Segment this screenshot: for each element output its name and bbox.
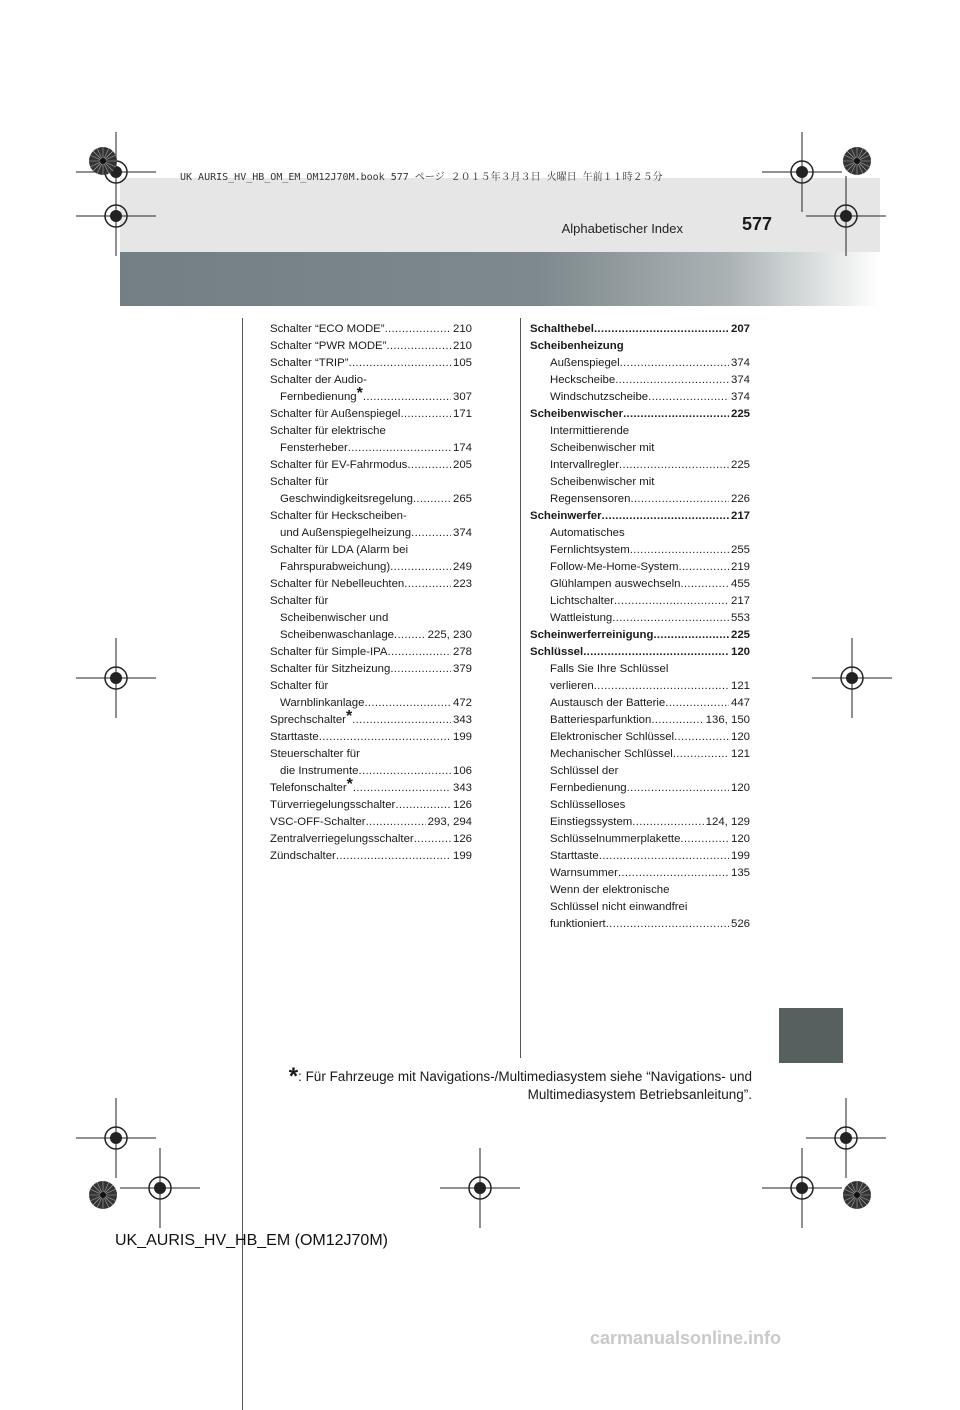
index-entry[interactable] — [270, 372, 472, 406]
dot-leader — [594, 678, 729, 695]
page-reference[interactable]: 217 — [730, 510, 750, 522]
index-term: Batteriesparfunktion — [550, 714, 652, 726]
document-code: UK_AURIS_HV_HB_EM (OM12J70M) — [115, 1232, 388, 1249]
index-term: Wenn der elektronische — [550, 884, 670, 896]
index-entry[interactable] — [530, 882, 750, 933]
index-term: Schlüssel — [530, 646, 584, 658]
index-term: Schalter der Audio- — [270, 374, 367, 386]
dot-leader — [606, 916, 729, 933]
dot-leader — [359, 763, 451, 780]
dot-leader — [651, 712, 703, 729]
index-term: Warnsummer — [550, 867, 618, 879]
index-term: Wattleistung — [550, 612, 613, 624]
page-reference[interactable]: 374 — [452, 527, 472, 539]
page-reference[interactable]: 105 — [452, 357, 472, 369]
index-entry[interactable] — [530, 695, 750, 712]
page-reference[interactable]: 205 — [452, 459, 472, 471]
index-term: Schalter für elektrische — [270, 425, 386, 437]
index-term: Schalter “ECO MODE” — [270, 323, 385, 335]
dot-leader — [653, 627, 729, 644]
index-term: Außenspiegel — [550, 357, 620, 369]
page-reference[interactable]: 225 — [730, 629, 750, 641]
index-entry[interactable] — [530, 474, 750, 508]
chapter-color-bar — [120, 252, 880, 306]
index-term: Zündschalter — [270, 850, 336, 862]
page-reference[interactable]: 126 — [452, 799, 472, 811]
column-divider — [520, 318, 521, 1058]
index-term: Regensensoren — [550, 493, 631, 505]
index-entry[interactable] — [530, 593, 750, 610]
index-entry[interactable] — [270, 576, 472, 593]
page-reference[interactable]: 199 — [730, 850, 750, 862]
index-term: Scheibenwischer und — [280, 612, 389, 624]
index-entry[interactable] — [530, 729, 750, 746]
index-entry[interactable] — [270, 814, 472, 831]
index-entry[interactable] — [270, 593, 472, 644]
dot-leader — [665, 695, 729, 712]
index-entry[interactable] — [530, 321, 750, 338]
page-reference[interactable]: 120 — [730, 646, 750, 658]
index-entry[interactable] — [530, 389, 750, 406]
page-reference[interactable]: 447 — [730, 697, 750, 709]
index-term: Scheibenwischer mit — [550, 476, 655, 488]
index-term: verlieren — [550, 680, 594, 692]
dot-leader — [619, 457, 729, 474]
calibration-wheel-icon — [88, 1180, 118, 1210]
book-stamp: UK AURIS_HV_HB_OM_EM_OM12J70M.book 577 ページ ２０１５年３月３日 火曜日 午前１１時２５分 — [180, 172, 663, 183]
dot-leader — [648, 389, 729, 406]
dot-leader — [594, 321, 729, 338]
dot-leader — [390, 559, 451, 576]
dot-leader — [414, 831, 451, 848]
page-number: 577 — [742, 214, 773, 234]
page-reference[interactable]: 223 — [452, 578, 472, 590]
index-entry[interactable] — [530, 797, 750, 831]
dot-leader — [366, 814, 426, 831]
dot-leader — [388, 644, 451, 661]
dot-leader — [618, 865, 729, 882]
page-reference[interactable]: 225, 230 — [427, 629, 472, 641]
index-entry[interactable] — [270, 776, 472, 797]
page-reference[interactable]: 217 — [730, 595, 750, 607]
dot-leader — [386, 338, 451, 355]
index-entry[interactable] — [530, 508, 750, 525]
page-reference[interactable]: 126 — [452, 833, 472, 845]
index-entry[interactable] — [530, 865, 750, 882]
index-entry[interactable] — [530, 644, 750, 661]
dot-leader — [615, 372, 729, 389]
index-term: Starttaste — [550, 850, 599, 862]
page-reference[interactable]: 124, 129 — [705, 816, 750, 828]
index-entry[interactable] — [530, 338, 750, 355]
index-term: Mechanischer Schlüssel — [550, 748, 673, 760]
index-term: Schalthebel — [530, 323, 594, 335]
index-term: Warnblinkanlage — [280, 697, 365, 709]
index-term: Fensterheber — [280, 442, 348, 454]
index-term: Schalter “PWR MODE” — [270, 340, 387, 352]
footnote-marker: * — [288, 1063, 299, 1090]
index-term: Scheibenwischer mit — [550, 442, 655, 454]
index-term: Schlüsselnummerplakette — [550, 833, 681, 845]
index-term: Heckscheibe — [550, 374, 616, 386]
index-term: Schalter für Sitzheizung — [270, 663, 391, 675]
dot-leader — [602, 508, 729, 525]
index-entry[interactable] — [270, 729, 472, 746]
page-reference[interactable]: 121 — [730, 680, 750, 692]
page-reference[interactable]: 121 — [730, 748, 750, 760]
page-reference[interactable]: 374 — [730, 357, 750, 369]
index-term: Türverriegelungsschalter — [270, 799, 396, 811]
index-entry[interactable] — [530, 763, 750, 797]
dot-leader — [623, 406, 729, 423]
index-entry[interactable] — [270, 746, 472, 780]
dot-leader — [612, 610, 729, 627]
dot-leader — [390, 661, 451, 678]
index-term: Falls Sie Ihre Schlüssel — [550, 663, 669, 675]
index-entry[interactable] — [270, 338, 472, 355]
page-reference[interactable]: 106 — [452, 765, 472, 777]
footnote-line-2: Multimediasystem Betriebsanleitung”. — [527, 1087, 752, 1102]
page-reference[interactable]: 374 — [730, 374, 750, 386]
index-term: Lichtschalter — [550, 595, 614, 607]
index-entry[interactable] — [270, 423, 472, 457]
page-reference[interactable]: 199 — [452, 731, 472, 743]
index-term: Fahrspurabweichung) — [280, 561, 391, 573]
dot-leader — [348, 355, 451, 372]
index-entry[interactable] — [530, 712, 750, 729]
dot-leader — [404, 576, 451, 593]
index-entry[interactable] — [530, 355, 750, 372]
index-term: Sprechschalter* — [270, 708, 353, 726]
index-column-left — [270, 321, 472, 865]
index-term: Schlüsselloses — [550, 799, 626, 811]
index-term: VSC-OFF-Schalter — [270, 816, 366, 828]
watermark[interactable]: carmanualsonline.info — [590, 1328, 782, 1348]
footnote-ref-marker: * — [345, 708, 353, 725]
page-reference[interactable]: 379 — [452, 663, 472, 675]
index-term: Scheibenheizung — [530, 340, 624, 352]
index-entry[interactable] — [530, 576, 750, 593]
index-entry[interactable] — [270, 406, 472, 423]
index-term: Fernbedienung* — [280, 385, 363, 403]
page-reference[interactable]: 374 — [730, 391, 750, 403]
index-entry[interactable] — [270, 644, 472, 661]
page-reference[interactable]: 225 — [730, 408, 750, 420]
dot-leader — [319, 729, 451, 746]
dot-leader — [673, 746, 729, 763]
page-reference[interactable]: 199 — [452, 850, 472, 862]
index-entry[interactable] — [530, 406, 750, 423]
dot-leader — [407, 457, 451, 474]
index-term: Intervallregler — [550, 459, 620, 471]
index-entry[interactable] — [530, 559, 750, 576]
index-column-right — [530, 321, 750, 933]
index-entry[interactable] — [270, 797, 472, 814]
calibration-wheel-icon — [842, 146, 872, 176]
dot-leader — [395, 797, 451, 814]
index-term: und Außenspiegelheizung — [280, 527, 412, 539]
dot-leader — [627, 780, 729, 797]
index-term: Schalter “TRIP” — [270, 357, 349, 369]
dot-leader — [352, 712, 451, 729]
index-entry[interactable] — [530, 831, 750, 848]
dot-leader — [583, 644, 729, 661]
dot-leader — [674, 729, 729, 746]
index-term: Scheinwerferreinigung — [530, 629, 654, 641]
index-term: Scheibenwischer — [530, 408, 624, 420]
index-term: Steuerschalter für — [270, 748, 360, 760]
page-reference[interactable]: 210 — [452, 323, 472, 335]
page-reference[interactable]: 278 — [452, 646, 472, 658]
thumb-index-tab[interactable] — [779, 1008, 843, 1063]
dot-leader — [364, 695, 451, 712]
index-term: Schlüssel nicht einwandfrei — [550, 901, 688, 913]
registration-mark-icon — [440, 1148, 520, 1228]
page-reference[interactable]: 307 — [452, 391, 472, 403]
dot-leader — [620, 355, 729, 372]
index-term: Austausch der Batterie — [550, 697, 666, 709]
footnote-line-1: : Für Fahrzeuge mit Navigations-/Multimediasystem siehe “Navigations- und — [298, 1069, 752, 1084]
index-entry[interactable] — [530, 610, 750, 627]
footnote-ref-marker: * — [346, 776, 353, 793]
index-entry[interactable] — [270, 831, 472, 848]
dot-leader — [400, 406, 451, 423]
index-term: Schalter für Nebelleuchten — [270, 578, 405, 590]
dot-leader — [385, 321, 451, 338]
index-entry[interactable] — [530, 746, 750, 763]
page-reference[interactable]: 343 — [452, 714, 472, 726]
index-entry[interactable] — [270, 542, 472, 576]
index-term: Starttaste — [270, 731, 319, 743]
index-entry[interactable] — [530, 372, 750, 389]
index-entry[interactable] — [270, 678, 472, 712]
index-entry[interactable] — [270, 708, 472, 729]
index-term: Fernbedienung — [550, 782, 627, 794]
index-entry[interactable] — [270, 848, 472, 865]
page-reference[interactable]: 135 — [730, 867, 750, 879]
page-reference[interactable]: 472 — [452, 697, 472, 709]
registration-mark-icon — [120, 1148, 200, 1228]
dot-leader — [599, 848, 729, 865]
index-term: Schalter für Heckscheiben- — [270, 510, 407, 522]
page-reference[interactable]: 526 — [730, 918, 750, 930]
page-reference[interactable]: 174 — [452, 442, 472, 454]
page-reference[interactable]: 120 — [730, 782, 750, 794]
dot-leader — [680, 831, 729, 848]
index-term: Geschwindigkeitsregelung — [280, 493, 413, 505]
dot-leader — [630, 542, 729, 559]
dot-leader — [630, 491, 729, 508]
page-reference[interactable]: 293, 294 — [427, 816, 472, 828]
dot-leader — [348, 440, 451, 457]
index-term: Scheinwerfer — [530, 510, 602, 522]
index-term: Schalter für — [270, 476, 329, 488]
index-entry[interactable] — [270, 457, 472, 474]
index-entry[interactable] — [530, 423, 750, 474]
page-reference[interactable]: 553 — [730, 612, 750, 624]
page-reference[interactable]: 136, 150 — [705, 714, 750, 726]
index-term: Automatisches — [550, 527, 625, 539]
registration-mark-icon — [806, 176, 886, 256]
dot-leader — [614, 593, 729, 610]
page-reference[interactable]: 120 — [730, 731, 750, 743]
registration-mark-icon — [76, 638, 156, 718]
index-term: Schalter für Außenspiegel — [270, 408, 401, 420]
index-term: Intermittierende — [550, 425, 630, 437]
footnote — [280, 1063, 752, 1104]
index-term: Windschutzscheibe — [550, 391, 649, 403]
index-term: Schalter für EV-Fahrmodus — [270, 459, 408, 471]
calibration-wheel-icon — [842, 1180, 872, 1210]
page-reference[interactable]: 171 — [452, 408, 472, 420]
page-reference[interactable]: 455 — [730, 578, 750, 590]
page-reference[interactable]: 255 — [730, 544, 750, 556]
registration-mark-icon — [812, 638, 892, 718]
index-entry[interactable] — [530, 627, 750, 644]
index-term: Scheibenwaschanlage — [280, 629, 394, 641]
footnote-ref-marker: * — [356, 385, 363, 402]
index-term: Schlüssel der — [550, 765, 619, 777]
page-reference[interactable]: 219 — [730, 561, 750, 573]
index-entry[interactable] — [270, 661, 472, 678]
index-entry[interactable] — [530, 848, 750, 865]
dot-leader — [678, 559, 729, 576]
registration-mark-icon — [76, 176, 156, 256]
index-entry[interactable] — [270, 474, 472, 508]
dot-leader — [411, 525, 451, 542]
section-title: Alphabetischer Index — [561, 221, 683, 236]
page-reference[interactable]: 210 — [452, 340, 472, 352]
index-term: Schalter für LDA (Alarm bei — [270, 544, 409, 556]
page-reference[interactable]: 265 — [452, 493, 472, 505]
page-reference[interactable]: 226 — [730, 493, 750, 505]
index-term: Zentralverriegelungsschalter — [270, 833, 414, 845]
index-entry[interactable] — [270, 321, 472, 338]
index-entry[interactable] — [530, 661, 750, 695]
page-reference[interactable]: 249 — [452, 561, 472, 573]
index-term: Einstiegssystem — [550, 816, 633, 828]
index-term: Schalter für — [270, 680, 329, 692]
index-term: Fernlichtsystem — [550, 544, 630, 556]
index-term: die Instrumente — [280, 765, 359, 777]
index-term: Elektronischer Schlüssel — [550, 731, 675, 743]
dot-leader — [394, 627, 426, 644]
index-entry[interactable] — [270, 355, 472, 372]
calibration-wheel-icon — [88, 146, 118, 176]
dot-leader — [413, 491, 451, 508]
index-entry[interactable] — [270, 508, 472, 542]
index-term: Follow-Me-Home-System — [550, 561, 679, 573]
index-term: Schalter für — [270, 595, 329, 607]
page-reference[interactable]: 225 — [730, 459, 750, 471]
dot-leader — [353, 780, 451, 797]
registration-mark-icon — [762, 1148, 842, 1228]
dot-leader — [336, 848, 451, 865]
index-entry[interactable] — [530, 525, 750, 559]
dot-leader — [632, 814, 703, 831]
dot-leader — [363, 389, 451, 406]
page-reference[interactable]: 120 — [730, 833, 750, 845]
dot-leader — [680, 576, 729, 593]
page-reference[interactable]: 343 — [452, 782, 472, 794]
page-reference[interactable]: 207 — [730, 323, 750, 335]
index-term: funktioniert — [550, 918, 606, 930]
index-term: Glühlampen auswechseln — [550, 578, 681, 590]
index-term: Telefonschalter* — [270, 776, 353, 794]
index-term: Schalter für Simple-IPA — [270, 646, 388, 658]
